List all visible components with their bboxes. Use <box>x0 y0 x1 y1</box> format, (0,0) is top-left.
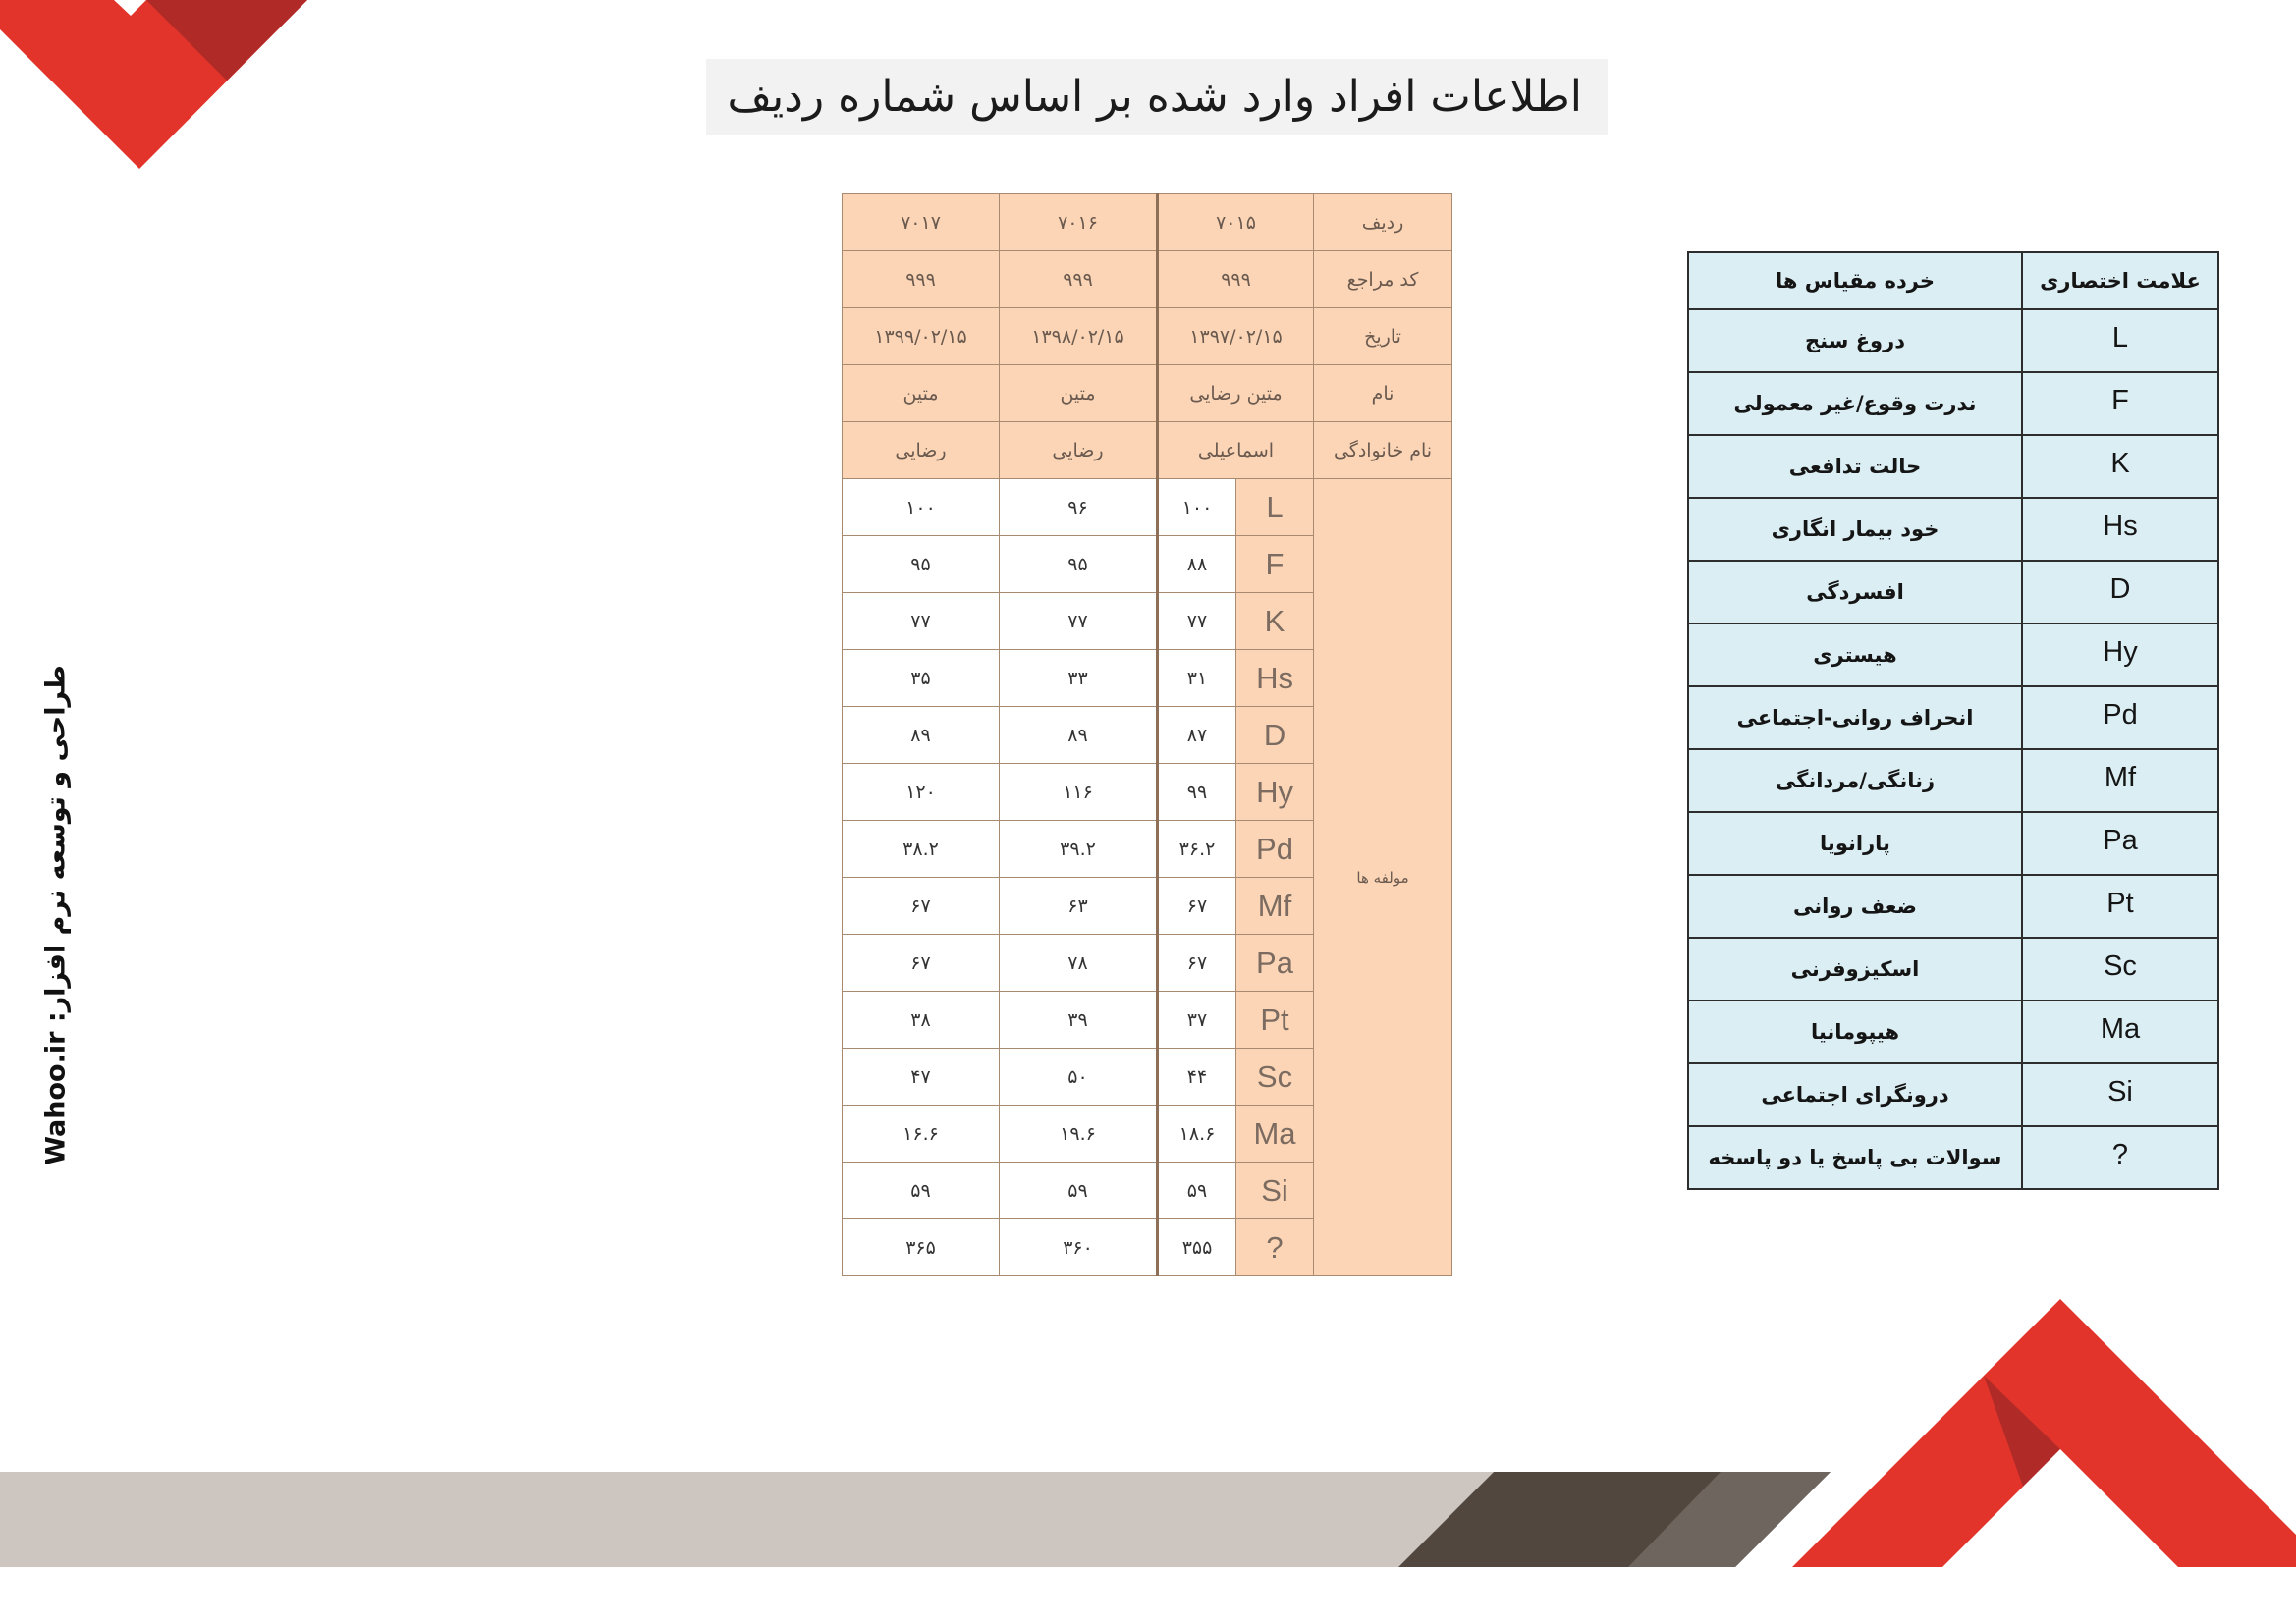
record-value-cell: ۹۹۹ <box>1158 251 1314 308</box>
scale-value-cell: ۹۵ <box>1000 536 1158 593</box>
scale-value-cell: ۳۵ <box>843 650 1000 707</box>
scale-value-cell: ۶۷ <box>1158 878 1236 935</box>
legend-name-cell: هیپومانیا <box>1688 1001 2022 1063</box>
legend-abbr-cell: ? <box>2022 1126 2218 1189</box>
legend-name-cell: حالت تدافعی <box>1688 435 2022 498</box>
legend-abbr-cell: Mf <box>2022 749 2218 812</box>
legend-name-cell: دروغ سنج <box>1688 309 2022 372</box>
legend-abbr-cell: Pt <box>2022 875 2218 938</box>
scale-abbr-cell: Pa <box>1236 935 1314 992</box>
record-value-cell: ۷۰۱۷ <box>843 194 1000 251</box>
record-value-cell: ۹۹۹ <box>1000 251 1158 308</box>
scale-value-cell: ۹۵ <box>843 536 1000 593</box>
bottom-right-chevron <box>1792 1299 2296 1567</box>
scale-value-cell: ۳۸.۲ <box>843 821 1000 878</box>
scale-value-cell: ۳۶۵ <box>843 1219 1000 1276</box>
legend-abbr-cell: Sc <box>2022 938 2218 1001</box>
legend-row <box>1688 749 2218 812</box>
legend-row <box>1688 498 2218 561</box>
page-title: اطلاعات افراد وارد شده بر اساس شماره ردیف <box>706 59 1608 135</box>
scale-abbr-cell: Sc <box>1236 1049 1314 1106</box>
scale-value-cell: ۳۹.۲ <box>1000 821 1158 878</box>
scale-value-cell: ۹۶ <box>1000 479 1158 536</box>
record-value-cell: متین رضایی <box>1158 365 1314 422</box>
row-label: ردیف <box>1314 194 1452 251</box>
row-label: نام خانوادگی <box>1314 422 1452 479</box>
legend-row <box>1688 435 2218 498</box>
record-value-cell: ۱۳۹۸/۰۲/۱۵ <box>1000 308 1158 365</box>
scale-value-cell: ۵۹ <box>1158 1163 1236 1219</box>
scale-value-cell: ۴۷ <box>843 1049 1000 1106</box>
legend-name-cell: ضعف روانی <box>1688 875 2022 938</box>
record-value-cell: رضایی <box>1000 422 1158 479</box>
scale-value-cell: ۳۹ <box>1000 992 1158 1049</box>
legend-row <box>1688 309 2218 372</box>
legend-name-cell: پارانویا <box>1688 812 2022 875</box>
scale-row-l <box>843 479 1452 536</box>
scale-value-cell: ۱۲۰ <box>843 764 1000 821</box>
legend-name-cell: انحراف روانی-اجتماعی <box>1688 686 2022 749</box>
legend-abbr-cell: Hs <box>2022 498 2218 561</box>
legend-name-cell: هیستری <box>1688 623 2022 686</box>
scale-value-cell: ۸۸ <box>1158 536 1236 593</box>
record-value-cell: ۷۰۱۵ <box>1158 194 1314 251</box>
scale-value-cell: ۱۰۰ <box>1158 479 1236 536</box>
scale-value-cell: ۱۱۶ <box>1000 764 1158 821</box>
scale-value-cell: ۳۷ <box>1158 992 1236 1049</box>
scale-value-cell: ۸۹ <box>843 707 1000 764</box>
bottom-band-gray <box>0 1472 1494 1567</box>
legend-row <box>1688 623 2218 686</box>
subscale-legend-table <box>1687 251 2219 1190</box>
scale-value-cell: ۳۸ <box>843 992 1000 1049</box>
legend-abbr-cell: Ma <box>2022 1001 2218 1063</box>
client-code-row <box>843 251 1452 308</box>
legend-row <box>1688 686 2218 749</box>
scale-value-cell: ۴۴ <box>1158 1049 1236 1106</box>
scale-value-cell: ۷۷ <box>843 593 1000 650</box>
legend-row <box>1688 561 2218 623</box>
legend-abbr-cell: K <box>2022 435 2218 498</box>
scale-abbr-cell: L <box>1236 479 1314 536</box>
legend-abbr-cell: F <box>2022 372 2218 435</box>
legend-abbr-cell: Pa <box>2022 812 2218 875</box>
legend-row <box>1688 1063 2218 1126</box>
scale-abbr-cell: K <box>1236 593 1314 650</box>
legend-row <box>1688 812 2218 875</box>
scale-value-cell: ۷۷ <box>1158 593 1236 650</box>
legend-row <box>1688 372 2218 435</box>
scale-abbr-cell: D <box>1236 707 1314 764</box>
last-name-row <box>843 422 1452 479</box>
credit-text: طراحی و توسعه نرم افزار: Wahoo.ir <box>40 665 72 1165</box>
scale-abbr-cell: F <box>1236 536 1314 593</box>
scale-abbr-cell: Pd <box>1236 821 1314 878</box>
legend-name-cell: سوالات بی پاسخ یا دو پاسخه <box>1688 1126 2022 1189</box>
legend-abbr-cell: L <box>2022 309 2218 372</box>
scale-value-cell: ۶۷ <box>1158 935 1236 992</box>
record-value-cell: متین <box>1000 365 1158 422</box>
scale-abbr-cell: Pt <box>1236 992 1314 1049</box>
record-value-cell: ۱۳۹۹/۰۲/۱۵ <box>843 308 1000 365</box>
scale-value-cell: ۷۷ <box>1000 593 1158 650</box>
scale-value-cell: ۶۷ <box>843 878 1000 935</box>
record-value-cell: اسماعیلی <box>1158 422 1314 479</box>
scale-value-cell: ۱۰۰ <box>843 479 1000 536</box>
scale-value-cell: ۳۶۰ <box>1000 1219 1158 1276</box>
scale-value-cell: ۳۶.۲ <box>1158 821 1236 878</box>
scale-value-cell: ۶۳ <box>1000 878 1158 935</box>
scale-value-cell: ۸۹ <box>1000 707 1158 764</box>
record-value-cell: ۱۳۹۷/۰۲/۱۵ <box>1158 308 1314 365</box>
scale-abbr-cell: Mf <box>1236 878 1314 935</box>
legend-abbr-cell: Pd <box>2022 686 2218 749</box>
records-table <box>842 193 1452 1276</box>
scale-value-cell: ۱۸.۶ <box>1158 1106 1236 1163</box>
legend-name-cell: افسردگی <box>1688 561 2022 623</box>
scale-value-cell: ۳۵۵ <box>1158 1219 1236 1276</box>
record-value-cell: ۷۰۱۶ <box>1000 194 1158 251</box>
legend-abbr-cell: D <box>2022 561 2218 623</box>
bottom-band <box>0 1472 1831 1567</box>
scale-abbr-cell: Si <box>1236 1163 1314 1219</box>
legend-row <box>1688 938 2218 1001</box>
scale-value-cell: ۵۰ <box>1000 1049 1158 1106</box>
scale-abbr-cell: Ma <box>1236 1106 1314 1163</box>
top-left-chevron <box>0 0 307 169</box>
date-row <box>843 308 1452 365</box>
legend-header-abbr: علامت اختصاری <box>2022 252 2218 309</box>
legend-name-cell: ندرت وقوع/غیر معمولی <box>1688 372 2022 435</box>
record-value-cell: متین <box>843 365 1000 422</box>
row-label: نام <box>1314 365 1452 422</box>
legend-header-name: خرده مقیاس ها <box>1688 252 2022 309</box>
scale-abbr-cell: Hy <box>1236 764 1314 821</box>
legend-row <box>1688 1126 2218 1189</box>
scale-value-cell: ۷۸ <box>1000 935 1158 992</box>
legend-row <box>1688 1001 2218 1063</box>
scale-value-cell: ۱۹.۶ <box>1000 1106 1158 1163</box>
legend-abbr-cell: Si <box>2022 1063 2218 1126</box>
first-name-row <box>843 365 1452 422</box>
scale-value-cell: ۶۷ <box>843 935 1000 992</box>
scale-value-cell: ۸۷ <box>1158 707 1236 764</box>
scale-value-cell: ۵۹ <box>1000 1163 1158 1219</box>
row-number-row <box>843 194 1452 251</box>
row-label: کد مراجع <box>1314 251 1452 308</box>
record-value-cell: رضایی <box>843 422 1000 479</box>
scale-value-cell: ۱۶.۶ <box>843 1106 1000 1163</box>
scale-abbr-cell: Hs <box>1236 650 1314 707</box>
scale-abbr-cell: ? <box>1236 1219 1314 1276</box>
components-group-label: مولفه ها <box>1314 479 1452 1276</box>
legend-name-cell: زنانگی/مردانگی <box>1688 749 2022 812</box>
legend-row <box>1688 875 2218 938</box>
scale-value-cell: ۵۹ <box>843 1163 1000 1219</box>
legend-header-row <box>1688 252 2218 309</box>
scale-value-cell: ۹۹ <box>1158 764 1236 821</box>
legend-abbr-cell: Hy <box>2022 623 2218 686</box>
legend-name-cell: اسکیزوفرنی <box>1688 938 2022 1001</box>
scale-value-cell: ۳۳ <box>1000 650 1158 707</box>
legend-name-cell: خود بیمار انگاری <box>1688 498 2022 561</box>
scale-value-cell: ۳۱ <box>1158 650 1236 707</box>
legend-name-cell: درونگرای اجتماعی <box>1688 1063 2022 1126</box>
row-label: تاریخ <box>1314 308 1452 365</box>
record-value-cell: ۹۹۹ <box>843 251 1000 308</box>
